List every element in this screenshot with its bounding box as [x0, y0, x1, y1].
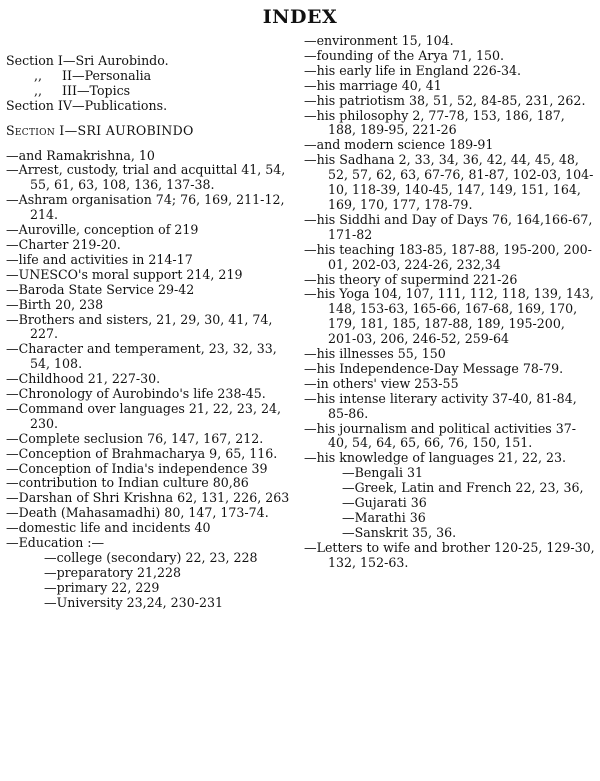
page-title: INDEX: [262, 6, 338, 28]
index-entry: —Command over languages 21, 22, 23, 24, 230.: [6, 400, 281, 431]
index-entry: —Charter 219-20.: [6, 236, 121, 252]
index-entry: —his marriage 40, 41: [304, 77, 442, 93]
index-subentry: —college (secondary) 22, 23, 228: [44, 550, 258, 565]
index-entry: —Conception of India's independence 39: [6, 460, 268, 476]
index-entry: —his journalism and political activities 37-40, 54, 64, 65, 66, 76, 150, 151.: [304, 420, 577, 451]
index-entry: —environment 15, 104.: [304, 33, 454, 48]
index-entry: —his knowledge of languages 21, 22, 23.: [304, 450, 567, 466]
index-entry: —life and activities in 214-17: [6, 251, 193, 267]
index-entry: —his theory of supermind 221-26: [304, 271, 518, 287]
index-subentry: —preparatory 21,228: [44, 564, 182, 580]
index-entry: —Childhood 21, 227-30.: [6, 371, 161, 387]
index-subentry: —Gujarati 36: [342, 495, 427, 511]
index-subentry: —Bengali 31: [342, 465, 424, 481]
index-entry: —Conception of Brahmacharya 9, 65, 116.: [6, 445, 278, 461]
index-entry: —domestic life and incidents 40: [6, 520, 211, 536]
section-list-item: ,, II—Personalia: [34, 67, 152, 83]
index-entry: —Arrest, custody, trial and acquittal 41, 54, 55, 61, 63, 108, 136, 137-38.: [6, 162, 286, 193]
index-entry: —his Sadhana 2, 33, 34, 36, 42, 44, 45, 48, 52, 57, 62, 63, 67-76, 81-87, 102-03, 104-10, 118-39, 140-45, 147, 149, 151, 164, 169, 170, 177, 178-79.: [304, 152, 594, 212]
index-entry: —Darshan of Shri Krishna 62, 131, 226, 263: [6, 490, 290, 506]
index-entry: —Baroda State Service 29-42: [6, 281, 195, 297]
section-heading: Section I—SRI AUROBINDO: [6, 122, 194, 138]
index-entry: —UNESCO's moral support 214, 219: [6, 266, 243, 282]
index-subentry: —primary 22, 229: [44, 579, 160, 595]
index-entry: —his Yoga 104, 107, 111, 112, 118, 139, 143, 148, 153-63, 165-66, 167-68, 169, 170, 179, 181, 185, 187-88, 189, 195-200, 201-03, 206, 246-52, 259-64: [304, 286, 594, 347]
index-entry: —Brothers and sisters, 21, 29, 30, 41, 74, 227.: [6, 311, 273, 342]
index-entry: —and modern science 189-91: [304, 137, 494, 153]
section-list: [6, 54, 298, 114]
index-entry: —Character and temperament, 23, 32, 33, 54, 108.: [6, 341, 277, 372]
index-entry: —his teaching 183-85, 187-88, 195-200, 200-01, 202-03, 224-26, 232,34: [304, 241, 592, 272]
index-entry: —Education :—: [6, 535, 105, 551]
index-subentry: —Sanskrit 35, 36.: [342, 524, 457, 540]
index-entry: —in others' view 253-55: [304, 375, 459, 391]
section-list-item: ,, III—Topics: [34, 82, 131, 98]
right-entries: [304, 34, 596, 571]
section-list-item: Section I—Sri Aurobindo.: [6, 53, 169, 68]
index-entry: —contribution to Indian culture 80,86: [6, 475, 249, 491]
index-entry: —his patriotism 38, 51, 52, 84-85, 231, 262.: [304, 92, 586, 108]
index-entry: —Chronology of Aurobindo's life 238-45.: [6, 386, 266, 402]
index-subentry: —Marathi 36: [342, 510, 426, 525]
index-entry: —founding of the Arya 71, 150.: [304, 47, 505, 63]
index-entry: —his Siddhi and Day of Days 76, 164,166-67, 171-82: [304, 211, 593, 242]
index-entry: —his intense literary activity 37-40, 81-84, 85-86.: [304, 390, 577, 421]
left-column: [6, 54, 298, 611]
index-entry: —Birth 20, 238: [6, 296, 104, 312]
index-entry: —his philosophy 2, 77-78, 153, 186, 187, 188, 189-95, 221-26: [304, 107, 565, 138]
index-subentry: —University 23,24, 230-231: [44, 594, 223, 610]
index-entry: —Death (Mahasamadhi) 80, 147, 173-74.: [6, 505, 269, 521]
index-entry: —Letters to wife and brother 120-25, 129-30, 132, 152-63.: [304, 539, 595, 570]
index-entry: —Auroville, conception of 219: [6, 222, 199, 238]
index-entry: —Ashram organisation 74; 76, 169, 211-12, 214.: [6, 192, 285, 223]
section-list-item: Section IV—Publications.: [6, 97, 168, 113]
right-column: [304, 34, 596, 571]
index-entry: —his Independence-Day Message 78-79.: [304, 360, 564, 376]
index-entry: —and Ramakrishna, 10: [6, 147, 155, 163]
index-entry: —his early life in England 226-34.: [304, 62, 522, 78]
index-subentry: —Greek, Latin and French 22, 23, 36,: [342, 480, 584, 496]
left-entries: [6, 149, 298, 611]
index-entry: —Complete seclusion 76, 147, 167, 212.: [6, 430, 264, 446]
index-entry: —his illnesses 55, 150: [304, 346, 446, 362]
